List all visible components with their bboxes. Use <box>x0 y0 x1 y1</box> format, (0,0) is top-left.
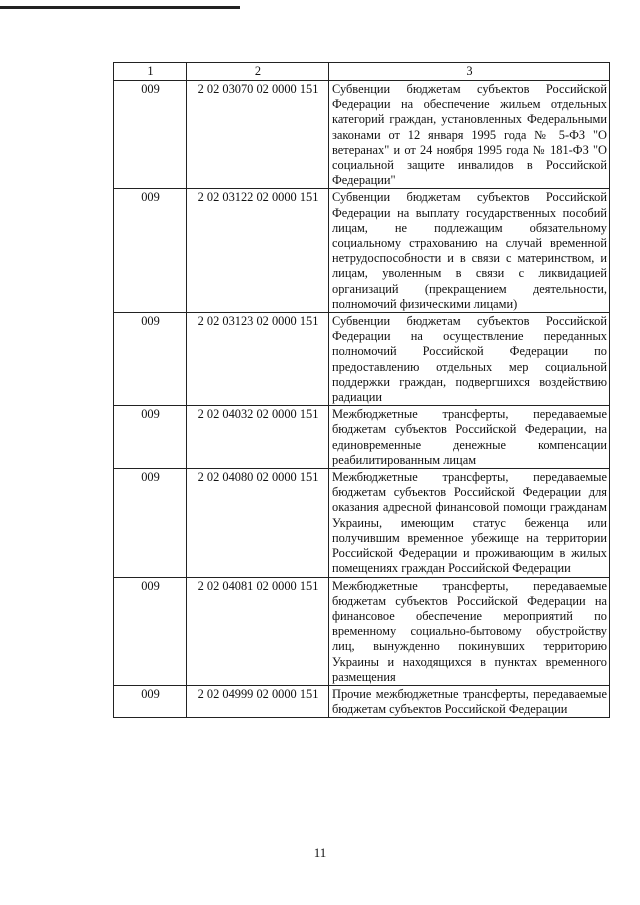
column-header-3: 3 <box>329 63 610 81</box>
admin-code-cell: 009 <box>114 577 187 685</box>
revenue-code-cell: 2 02 04080 02 0000 151 <box>187 469 329 577</box>
column-header-1: 1 <box>114 63 187 81</box>
description-cell: Межбюджетные трансферты, передаваемые бюджетам субъектов Российской Федерации на финансовое обеспечение мероприятий по временному социально-бытовому обустройству лиц, вынужденно покинувших территорию Украины и находящихся в пунктах временного размещения <box>329 577 610 685</box>
top-rule <box>0 6 240 9</box>
description-cell: Прочие межбюджетные трансферты, передаваемые бюджетам субъектов Российской Федерации <box>329 685 610 717</box>
table-row <box>114 685 610 717</box>
table-row <box>114 189 610 313</box>
description-cell: Межбюджетные трансферты, передаваемые бюджетам субъектов Российской Федерации, на единовременные денежные компенсации реабилитированным лицам <box>329 406 610 469</box>
revenue-code-cell: 2 02 04032 02 0000 151 <box>187 406 329 469</box>
description-cell: Субвенции бюджетам субъектов Российской Федерации на обеспечение жильем отдельных категорий граждан, установленных Федеральными законами от 12 января 1995 года № 5-ФЗ "О ветеранах" и от 24 ноября 1995 года № 181-ФЗ "О социальной защите инвалидов в Российской Федерации" <box>329 81 610 189</box>
column-header-2: 2 <box>187 63 329 81</box>
revenue-code-cell: 2 02 03123 02 0000 151 <box>187 313 329 406</box>
description-cell: Субвенции бюджетам субъектов Российской Федерации на выплату государственных пособий лицам, не подлежащим обязательному социальному страхованию на случай временной нетрудоспособности и в связи с материнством, и лицам, уволенным в связи с ликвидацией организаций (прекращением деятельности, полномочий физическими лицами) <box>329 189 610 313</box>
page-number: 11 <box>313 845 327 860</box>
description-cell: Субвенции бюджетам субъектов Российской Федерации на осуществление переданных полномочий Российской Федерации по предоставлению отдельных мер социальной поддержки граждан, подвергшихся воздействию радиации <box>329 313 610 406</box>
table-row <box>114 406 610 469</box>
table-row <box>114 313 610 406</box>
admin-code-cell: 009 <box>114 406 187 469</box>
admin-code-cell: 009 <box>114 313 187 406</box>
revenue-code-cell: 2 02 04999 02 0000 151 <box>187 685 329 717</box>
revenue-code-cell: 2 02 03122 02 0000 151 <box>187 189 329 313</box>
admin-code-cell: 009 <box>114 189 187 313</box>
table-row <box>114 81 610 189</box>
revenue-code-cell: 2 02 03070 02 0000 151 <box>187 81 329 189</box>
admin-code-cell: 009 <box>114 81 187 189</box>
table-header-row <box>114 63 610 81</box>
table-row <box>114 469 610 577</box>
budget-table <box>113 62 610 718</box>
table-row <box>114 577 610 685</box>
description-cell: Межбюджетные трансферты, передаваемые бюджетам субъектов Российской Федерации для оказания адресной финансовой помощи гражданам Украины, имеющим статус беженца или получившим временное убежище на территории Российской Федерации и проживающим в жилых помещениях граждан Российской Федерации <box>329 469 610 577</box>
admin-code-cell: 009 <box>114 469 187 577</box>
revenue-code-cell: 2 02 04081 02 0000 151 <box>187 577 329 685</box>
admin-code-cell: 009 <box>114 685 187 717</box>
